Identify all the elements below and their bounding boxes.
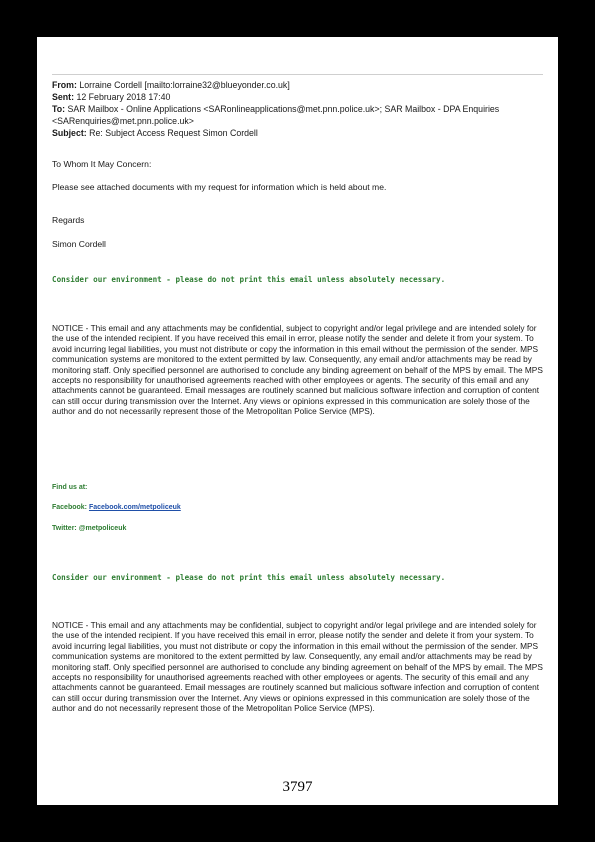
body-line: Please see attached documents with my request for information which is held about me.: [52, 182, 387, 192]
legal-notice-repeat: NOTICE - This email and any attachments may be confidential, subject to copyright and/or legal privilege and are intended solely for the use of the intended recipient. If you have received this email in error, please notify the sender and delete it from your system. To avoid incurring legal liabilities, you must not distribute or copy the information in this email without the permission of the sender. MPS communication systems are monitored to the extent permitted by law. Consequently, any email and/or attachments may be read by monitoring staff. Only specified personnel are authorised to conclude any binding agreement on behalf of the MPS by email. The MPS accepts no responsibility for unauthorised agreements reached with other employees or agents. The security of this email and any attachments cannot be guaranteed. Email messages are routinely scanned but malicious software infection and corruption of content can still occur during transmission over the Internet. Any views or opinions expressed in this communication are solely those of the author and do not necessarily represent those of the Metropolitan Police Service (MPS).: [52, 620, 543, 714]
subject-label: Subject:: [52, 128, 87, 138]
subject-line: [52, 127, 547, 139]
to-value: SAR Mailbox - Online Applications <SARonlineapplications@met.pnn.police.uk>; SAR Mailbox - DPA Enquiries <SARenquiries@met.pnn.police.uk>: [52, 104, 500, 126]
regards: Regards: [52, 215, 85, 225]
page-number: 3797: [282, 779, 313, 795]
from-label: From:: [52, 80, 77, 90]
greeting: To Whom It May Concern:: [52, 159, 152, 169]
signature: Simon Cordell: [52, 239, 106, 249]
sent-value: 12 February 2018 17:40: [76, 92, 171, 102]
document-page: [37, 37, 558, 805]
sent-label: Sent:: [52, 92, 74, 102]
twitter-line: Twitter: @metpoliceuk: [52, 525, 127, 532]
header-divider: [52, 74, 543, 75]
environment-notice-repeat: Consider our environment - please do not print this email unless absolutely necessary.: [52, 573, 446, 582]
facebook-line: [52, 504, 181, 511]
to-line: [52, 103, 547, 127]
to-label: To:: [52, 104, 66, 114]
facebook-link[interactable]: Facebook.com/metpoliceuk: [88, 504, 181, 511]
legal-notice: NOTICE - This email and any attachments may be confidential, subject to copyright and/or legal privilege and are intended solely for the use of the intended recipient. If you have received this email in error, please notify the sender and delete it from your system. To avoid incurring legal liabilities, you must not distribute or copy the information in this email without the permission of the sender. MPS communication systems are monitored to the extent permitted by law. Consequently, any email and/or attachments may be read by monitoring staff. Only specified personnel are authorised to conclude any binding agreement on behalf of the MPS by email. The MPS accepts no responsibility for unauthorised agreements reached with other employees or agents. The security of this email and any attachments cannot be guaranteed. Email messages are routinely scanned but malicious software infection and corruption of content can still occur during transmission over the Internet. Any views or opinions expressed in this communication are solely those of the author and do not necessarily represent those of the Metropolitan Police Service (MPS).: [52, 323, 543, 417]
facebook-label: Facebook:: [52, 504, 88, 511]
sent-line: [52, 91, 547, 103]
subject-value: Re: Subject Access Request Simon Cordell: [89, 128, 258, 138]
from-value: Lorraine Cordell [mailto:lorraine32@blueyonder.co.uk]: [79, 80, 290, 90]
find-us: Find us at:: [52, 484, 88, 491]
environment-notice: Consider our environment - please do not print this email unless absolutely necessary.: [52, 275, 446, 284]
from-line: [52, 79, 547, 91]
email-header: [52, 79, 547, 139]
